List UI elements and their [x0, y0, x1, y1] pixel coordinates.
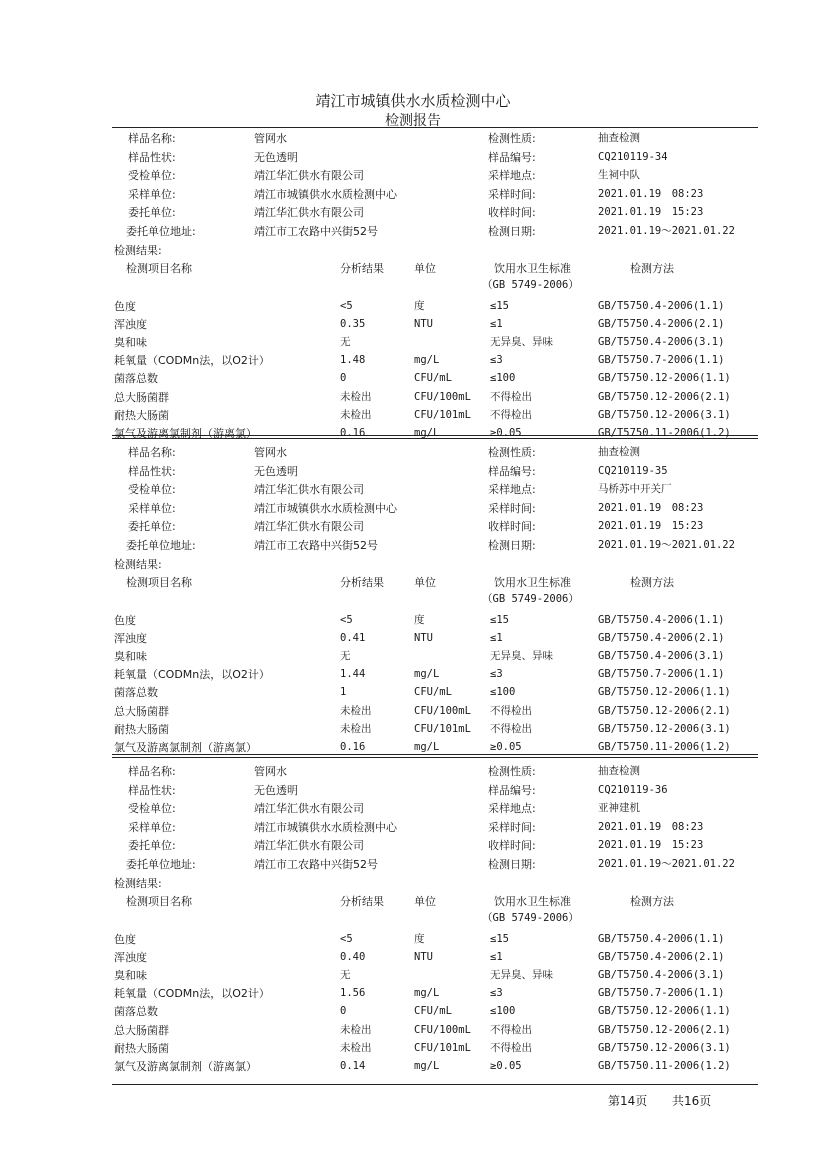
org-title: 靖江市城镇供水水质检测中心 — [315, 92, 511, 110]
row-free-chlorine-item: 氯气及游离氯制剂（游离氯） — [114, 741, 257, 754]
inspected-unit-label: 受检单位: — [128, 802, 176, 816]
row-turbidity-item: 浑浊度 — [114, 631, 147, 645]
row-total-coliform-method: GB/T5750.12-2006(2.1) — [598, 390, 731, 403]
sample-name-value: 管网水 — [254, 765, 287, 778]
row-total-coliform-method: GB/T5750.12-2006(2.1) — [598, 704, 731, 717]
row-total-coliform-unit: CFU/100mL — [414, 1023, 471, 1036]
sample-no-value: CQ210119-35 — [598, 464, 668, 477]
sample-no-label: 样品编号: — [488, 150, 536, 164]
row-total-coliform-unit: CFU/100mL — [414, 390, 471, 403]
row-odor-taste-method: GB/T5750.4-2006(3.1) — [598, 969, 725, 981]
receive-time-value: 2021.01.19 15:23 — [598, 206, 704, 219]
sampling-site-label: 采样地点: — [488, 483, 536, 497]
row-thermotolerant-coliform-result: 未检出 — [340, 722, 372, 735]
section-divider-2b — [112, 757, 758, 758]
sampling-site-value: 生祠中队 — [598, 169, 640, 182]
sampling-unit-value: 靖江市城镇供水水质检测中心 — [254, 501, 397, 515]
row-cod-result: 1.48 — [340, 354, 366, 367]
sampling-time-label: 采样时间: — [488, 820, 536, 834]
inspected-unit-value: 靖江华汇供水有限公司 — [254, 802, 364, 816]
row-thermotolerant-coliform-method: GB/T5750.12-2006(3.1) — [598, 1041, 731, 1054]
results-heading: 检测结果: — [114, 557, 162, 571]
row-odor-taste-item: 臭和味 — [114, 650, 147, 663]
row-total-coliform-standard: 不得检出 — [490, 1023, 532, 1036]
sampling-unit-label: 采样单位: — [128, 501, 176, 515]
client-address-value: 靖江市工农路中兴街52号 — [254, 225, 378, 238]
report-title: 检测报告 — [385, 113, 441, 129]
column-header-standard-ref: （GB 5749-2006） — [482, 592, 579, 605]
row-cod-item: 耗氧量（CODMn法，以O2计） — [114, 668, 270, 682]
sample-name-label: 样品名称: — [128, 765, 176, 778]
sampling-unit-value: 靖江市城镇供水水质检测中心 — [254, 187, 397, 201]
row-free-chlorine-unit: mg/L — [414, 427, 440, 439]
row-odor-taste-item: 臭和味 — [114, 336, 147, 349]
page-total: 共16页 — [672, 1094, 712, 1108]
row-total-coliform-item: 总大肠菌群 — [114, 390, 169, 404]
row-turbidity-method: GB/T5750.4-2006(2.1) — [598, 317, 725, 330]
row-turbidity-standard: ≤1 — [490, 317, 503, 330]
client-address-label: 委托单位地址: — [126, 539, 196, 552]
row-turbidity-item: 浑浊度 — [114, 317, 147, 331]
row-thermotolerant-coliform-item: 耐热大肠菌 — [114, 1041, 169, 1055]
column-header-item: 检测项目名称 — [126, 894, 192, 908]
bottom-rule — [112, 1084, 758, 1085]
row-colony-count-result: 0 — [340, 1005, 347, 1018]
row-free-chlorine-unit: mg/L — [414, 1060, 440, 1072]
sampling-unit-label: 采样单位: — [128, 187, 176, 201]
client-address-label: 委托单位地址: — [126, 858, 196, 871]
row-odor-taste-standard: 无异臭、异味 — [490, 336, 553, 348]
test-type-value: 抽查检测 — [598, 132, 640, 144]
column-header-standard: 饮用水卫生标准 — [494, 261, 571, 275]
test-type-label: 检测性质: — [488, 765, 536, 778]
row-total-coliform-result: 未检出 — [340, 390, 372, 403]
row-cod-standard: ≤3 — [490, 987, 503, 1000]
sample-state-value: 无色透明 — [254, 783, 298, 797]
row-thermotolerant-coliform-method: GB/T5750.12-2006(3.1) — [598, 408, 731, 421]
test-date-value: 2021.01.19～2021.01.22 — [598, 539, 735, 551]
row-thermotolerant-coliform-unit: CFU/101mL — [414, 408, 471, 421]
row-free-chlorine-result: 0.16 — [340, 427, 366, 439]
client-unit-value: 靖江华汇供水有限公司 — [254, 520, 364, 534]
test-type-value: 抽查检测 — [598, 765, 640, 777]
row-thermotolerant-coliform-unit: CFU/101mL — [414, 1041, 471, 1054]
column-header-standard-ref: （GB 5749-2006） — [482, 278, 579, 291]
inspected-unit-label: 受检单位: — [128, 483, 176, 497]
row-total-coliform-standard: 不得检出 — [490, 704, 532, 717]
row-turbidity-standard: ≤1 — [490, 631, 503, 644]
row-free-chlorine-method: GB/T5750.11-2006(1.2) — [598, 741, 731, 753]
receive-time-value: 2021.01.19 15:23 — [598, 520, 704, 533]
sample-no-value: CQ210119-34 — [598, 150, 668, 163]
row-colony-count-item: 菌落总数 — [114, 372, 158, 386]
row-cod-standard: ≤3 — [490, 354, 503, 367]
client-address-label: 委托单位地址: — [126, 225, 196, 238]
test-type-label: 检测性质: — [488, 446, 536, 459]
sampling-time-value: 2021.01.19 08:23 — [598, 820, 704, 833]
column-header-result: 分析结果 — [340, 575, 384, 589]
receive-time-label: 收样时间: — [488, 520, 536, 534]
row-colony-count-method: GB/T5750.12-2006(1.1) — [598, 372, 731, 385]
sample-name-label: 样品名称: — [128, 132, 176, 145]
row-cod-method: GB/T5750.7-2006(1.1) — [598, 668, 725, 681]
row-free-chlorine-standard: ≥0.05 — [490, 427, 522, 439]
row-color-result: <5 — [340, 299, 353, 312]
row-color-result: <5 — [340, 932, 353, 945]
results-heading: 检测结果: — [114, 876, 162, 890]
row-total-coliform-unit: CFU/100mL — [414, 704, 471, 717]
row-cod-unit: mg/L — [414, 354, 440, 367]
row-color-item: 色度 — [114, 613, 136, 627]
row-total-coliform-item: 总大肠菌群 — [114, 1023, 169, 1037]
sampling-site-value: 马桥苏中开关厂 — [598, 483, 672, 496]
column-header-unit: 单位 — [414, 894, 436, 908]
row-cod-result: 1.44 — [340, 668, 366, 681]
row-cod-item: 耗氧量（CODMn法，以O2计） — [114, 987, 270, 1001]
column-header-result: 分析结果 — [340, 894, 384, 908]
column-header-item: 检测项目名称 — [126, 575, 192, 589]
row-total-coliform-standard: 不得检出 — [490, 390, 532, 403]
row-thermotolerant-coliform-item: 耐热大肠菌 — [114, 408, 169, 422]
row-turbidity-unit: NTU — [414, 317, 433, 330]
sampling-time-value: 2021.01.19 08:23 — [598, 187, 704, 200]
row-colony-count-item: 菌落总数 — [114, 1005, 158, 1019]
row-color-standard: ≤15 — [490, 613, 509, 626]
sample-no-label: 样品编号: — [488, 783, 536, 797]
column-header-item: 检测项目名称 — [126, 261, 192, 275]
sampling-site-label: 采样地点: — [488, 802, 536, 816]
receive-time-label: 收样时间: — [488, 206, 536, 220]
row-cod-method: GB/T5750.7-2006(1.1) — [598, 987, 725, 1000]
row-free-chlorine-standard: ≥0.05 — [490, 741, 522, 753]
test-date-value: 2021.01.19～2021.01.22 — [598, 858, 735, 870]
inspected-unit-label: 受检单位: — [128, 169, 176, 183]
test-date-label: 检测日期: — [488, 858, 536, 871]
row-free-chlorine-method: GB/T5750.11-2006(1.2) — [598, 1060, 731, 1072]
row-color-method: GB/T5750.4-2006(1.1) — [598, 299, 725, 312]
row-free-chlorine-result: 0.14 — [340, 1060, 366, 1072]
sample-name-label: 样品名称: — [128, 446, 176, 459]
row-odor-taste-item: 臭和味 — [114, 969, 147, 982]
row-odor-taste-result: 无 — [340, 336, 351, 348]
row-thermotolerant-coliform-standard: 不得检出 — [490, 1041, 532, 1054]
page-number: 第14页 — [608, 1094, 648, 1108]
row-thermotolerant-coliform-result: 未检出 — [340, 408, 372, 421]
row-cod-standard: ≤3 — [490, 668, 503, 681]
row-cod-result: 1.56 — [340, 987, 366, 1000]
sample-name-value: 管网水 — [254, 132, 287, 145]
row-turbidity-item: 浑浊度 — [114, 950, 147, 964]
sample-no-label: 样品编号: — [488, 464, 536, 478]
row-colony-count-result: 0 — [340, 372, 347, 385]
receive-time-label: 收样时间: — [488, 839, 536, 853]
column-header-standard-ref: （GB 5749-2006） — [482, 911, 579, 924]
row-color-method: GB/T5750.4-2006(1.1) — [598, 932, 725, 945]
row-cod-item: 耗氧量（CODMn法，以O2计） — [114, 354, 270, 368]
row-color-method: GB/T5750.4-2006(1.1) — [598, 613, 725, 626]
row-turbidity-method: GB/T5750.4-2006(2.1) — [598, 950, 725, 963]
row-color-standard: ≤15 — [490, 299, 509, 312]
column-header-method: 检测方法 — [630, 894, 674, 908]
row-odor-taste-result: 无 — [340, 650, 351, 662]
sampling-time-label: 采样时间: — [488, 187, 536, 201]
row-cod-unit: mg/L — [414, 987, 440, 1000]
sampling-site-value: 亚神建机 — [598, 802, 640, 815]
row-odor-taste-standard: 无异臭、异味 — [490, 650, 553, 662]
row-thermotolerant-coliform-unit: CFU/101mL — [414, 722, 471, 735]
sample-name-value: 管网水 — [254, 446, 287, 459]
row-free-chlorine-item: 氯气及游离氯制剂（游离氯） — [114, 1060, 257, 1073]
row-turbidity-result: 0.41 — [340, 631, 366, 644]
receive-time-value: 2021.01.19 15:23 — [598, 839, 704, 852]
row-colony-count-unit: CFU/mL — [414, 372, 452, 385]
row-color-unit: 度 — [414, 299, 425, 312]
row-turbidity-result: 0.35 — [340, 317, 366, 330]
row-colony-count-standard: ≤100 — [490, 372, 516, 385]
test-type-label: 检测性质: — [488, 132, 536, 145]
row-free-chlorine-method: GB/T5750.11-2006(1.2) — [598, 427, 731, 439]
row-total-coliform-result: 未检出 — [340, 1023, 372, 1036]
sampling-unit-value: 靖江市城镇供水水质检测中心 — [254, 820, 397, 834]
row-free-chlorine-item: 氯气及游离氯制剂（游离氯） — [114, 427, 257, 440]
row-color-item: 色度 — [114, 932, 136, 946]
row-thermotolerant-coliform-method: GB/T5750.12-2006(3.1) — [598, 722, 731, 735]
row-cod-method: GB/T5750.7-2006(1.1) — [598, 354, 725, 367]
row-total-coliform-method: GB/T5750.12-2006(2.1) — [598, 1023, 731, 1036]
row-total-coliform-item: 总大肠菌群 — [114, 704, 169, 718]
row-colony-count-method: GB/T5750.12-2006(1.1) — [598, 1005, 731, 1018]
row-colony-count-method: GB/T5750.12-2006(1.1) — [598, 686, 731, 699]
client-unit-label: 委托单位: — [128, 839, 176, 853]
row-colony-count-item: 菌落总数 — [114, 686, 158, 700]
test-type-value: 抽查检测 — [598, 446, 640, 458]
results-heading: 检测结果: — [114, 243, 162, 257]
sample-state-label: 样品性状: — [128, 464, 176, 478]
sampling-unit-label: 采样单位: — [128, 820, 176, 834]
row-free-chlorine-standard: ≥0.05 — [490, 1060, 522, 1072]
row-thermotolerant-coliform-standard: 不得检出 — [490, 722, 532, 735]
sample-state-value: 无色透明 — [254, 150, 298, 164]
row-cod-unit: mg/L — [414, 668, 440, 681]
row-color-standard: ≤15 — [490, 932, 509, 945]
row-turbidity-unit: NTU — [414, 631, 433, 644]
client-unit-value: 靖江华汇供水有限公司 — [254, 839, 364, 853]
sample-no-value: CQ210119-36 — [598, 783, 668, 796]
column-header-unit: 单位 — [414, 575, 436, 589]
row-colony-count-standard: ≤100 — [490, 1005, 516, 1018]
test-date-value: 2021.01.19～2021.01.22 — [598, 225, 735, 237]
inspected-unit-value: 靖江华汇供水有限公司 — [254, 483, 364, 497]
row-thermotolerant-coliform-item: 耐热大肠菌 — [114, 722, 169, 736]
sample-state-label: 样品性状: — [128, 150, 176, 164]
title-rule — [112, 127, 758, 128]
column-header-method: 检测方法 — [630, 575, 674, 589]
row-colony-count-result: 1 — [340, 686, 347, 699]
column-header-standard: 饮用水卫生标准 — [494, 575, 571, 589]
row-odor-taste-result: 无 — [340, 969, 351, 981]
sampling-time-label: 采样时间: — [488, 501, 536, 515]
row-free-chlorine-unit: mg/L — [414, 741, 440, 753]
inspected-unit-value: 靖江华汇供水有限公司 — [254, 169, 364, 183]
client-unit-label: 委托单位: — [128, 206, 176, 220]
row-color-item: 色度 — [114, 299, 136, 313]
row-thermotolerant-coliform-result: 未检出 — [340, 1041, 372, 1054]
column-header-result: 分析结果 — [340, 261, 384, 275]
column-header-method: 检测方法 — [630, 261, 674, 275]
column-header-standard: 饮用水卫生标准 — [494, 894, 571, 908]
column-header-unit: 单位 — [414, 261, 436, 275]
client-address-value: 靖江市工农路中兴街52号 — [254, 539, 378, 552]
sampling-time-value: 2021.01.19 08:23 — [598, 501, 704, 514]
client-unit-label: 委托单位: — [128, 520, 176, 534]
row-turbidity-unit: NTU — [414, 950, 433, 963]
client-address-value: 靖江市工农路中兴街52号 — [254, 858, 378, 871]
row-odor-taste-method: GB/T5750.4-2006(3.1) — [598, 650, 725, 662]
row-turbidity-method: GB/T5750.4-2006(2.1) — [598, 631, 725, 644]
row-colony-count-standard: ≤100 — [490, 686, 516, 699]
row-thermotolerant-coliform-standard: 不得检出 — [490, 408, 532, 421]
row-turbidity-result: 0.40 — [340, 950, 366, 963]
client-unit-value: 靖江华汇供水有限公司 — [254, 206, 364, 220]
test-date-label: 检测日期: — [488, 539, 536, 552]
row-color-unit: 度 — [414, 613, 425, 626]
sample-state-label: 样品性状: — [128, 783, 176, 797]
test-date-label: 检测日期: — [488, 225, 536, 238]
row-colony-count-unit: CFU/mL — [414, 1005, 452, 1018]
row-odor-taste-standard: 无异臭、异味 — [490, 969, 553, 981]
row-total-coliform-result: 未检出 — [340, 704, 372, 717]
row-colony-count-unit: CFU/mL — [414, 686, 452, 699]
row-free-chlorine-result: 0.16 — [340, 741, 366, 753]
row-odor-taste-method: GB/T5750.4-2006(3.1) — [598, 336, 725, 348]
row-color-unit: 度 — [414, 932, 425, 945]
sampling-site-label: 采样地点: — [488, 169, 536, 183]
sample-state-value: 无色透明 — [254, 464, 298, 478]
row-color-result: <5 — [340, 613, 353, 626]
row-turbidity-standard: ≤1 — [490, 950, 503, 963]
